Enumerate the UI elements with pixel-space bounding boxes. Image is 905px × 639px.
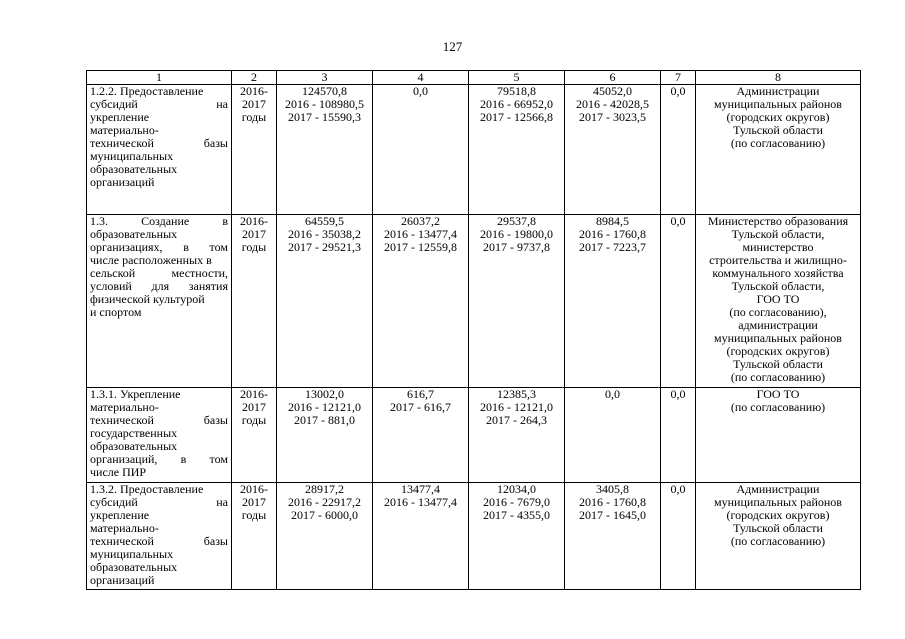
measure-name-cell-line: организаций: [90, 573, 155, 587]
executor-cell-line: муниципальных районов: [714, 495, 842, 509]
period-cell-line: годы: [241, 240, 267, 254]
executor-cell-line: Тульской области: [733, 123, 823, 137]
period-cell-line: 2016-: [240, 387, 268, 401]
executor-cell-line: Тульской области: [733, 357, 823, 371]
measure-name-cell-line: муниципальных: [90, 547, 174, 561]
column-header: 4: [373, 71, 469, 85]
measure-name-cell-line: организаций: [90, 175, 155, 189]
period-cell: [232, 483, 277, 590]
measure-name-cell-line: 1.3.1. Укрепление: [90, 387, 181, 401]
period-cell: [232, 388, 277, 483]
measure-name-cell-line: материально-: [90, 400, 159, 414]
other-sources-cell: [661, 85, 696, 215]
municipal-budget-cell: [565, 215, 661, 388]
measure-name-cell-line: образовательных: [90, 439, 178, 453]
measure-name-cell-line: субсидий на: [90, 97, 228, 111]
measure-name-cell: [87, 215, 232, 388]
total-amount-cell: [277, 483, 373, 590]
executor-cell-line: Администрации: [736, 482, 820, 496]
executor-cell-line: Тульской области: [733, 521, 823, 535]
executor-cell-line: (городских округов): [726, 110, 830, 124]
federal-budget-cell: [373, 215, 469, 388]
column-header: 2: [232, 71, 277, 85]
total-amount-cell-line: 2016 - 35038,2: [288, 227, 361, 241]
executor-cell-line: министерство: [742, 240, 814, 254]
period-cell: [232, 215, 277, 388]
executor-cell: [696, 85, 861, 215]
executor-cell-line: (городских округов): [726, 344, 830, 358]
measure-name-cell-line: 1.3.2. Предоставление: [90, 482, 204, 496]
total-amount-cell: [277, 85, 373, 215]
other-sources-cell: [661, 388, 696, 483]
executor-cell-line: (городских округов): [726, 508, 830, 522]
period-cell-line: 2016-: [240, 214, 268, 228]
measure-name-cell-line: укрепление: [90, 508, 150, 522]
executor-cell: [696, 483, 861, 590]
page-number: 127: [442, 39, 463, 54]
measure-name-cell-line: физической культурой: [90, 292, 205, 306]
executor-cell: [696, 215, 861, 388]
executor-cell-line: (по согласованию): [730, 400, 826, 414]
period-cell-line: годы: [241, 508, 267, 522]
measure-name-cell-line: субсидий на: [90, 495, 228, 509]
regional-budget-cell-line: 12034,0: [497, 482, 536, 496]
measure-name-cell-line: числе ПИР: [90, 465, 147, 479]
regional-budget-cell-line: 2016 - 19800,0: [480, 227, 553, 241]
column-header: 5: [469, 71, 565, 85]
period-cell-line: 2017: [242, 495, 266, 509]
measure-name-cell: [87, 85, 232, 215]
measure-name-cell-line: организациях, в том: [90, 240, 228, 254]
executor-cell-line: (по согласованию): [730, 370, 826, 384]
executor-cell: [696, 388, 861, 483]
measure-name-cell-line: материально-: [90, 521, 159, 535]
column-header: 6: [565, 71, 661, 85]
measure-name-cell-line: организаций, в том: [90, 452, 228, 466]
executor-cell-line: (по согласованию),: [729, 305, 827, 319]
executor-cell-line: ГОО ТО: [756, 387, 800, 401]
regional-budget-cell: [469, 85, 565, 215]
measure-name-cell-line: государственных: [90, 426, 178, 440]
column-header: 3: [277, 71, 373, 85]
total-amount-cell-line: 2017 - 29521,3: [288, 240, 361, 254]
municipal-budget-cell-line: 3405,8: [596, 482, 629, 496]
regional-budget-cell-line: 79518,8: [497, 84, 536, 98]
federal-budget-cell-line: 616,7: [407, 387, 434, 401]
other-sources-cell: [661, 215, 696, 388]
total-amount-cell-line: 2016 - 108980,5: [285, 97, 364, 111]
measure-name-cell-line: технической базы: [90, 136, 228, 150]
other-sources-cell-line: 0,0: [670, 482, 686, 496]
total-amount-cell-line: 124570,8: [302, 84, 347, 98]
executor-cell-line: строительства и жилищно-: [709, 253, 847, 267]
measure-name-cell-line: укрепление: [90, 110, 150, 124]
total-amount-cell-line: 2017 - 6000,0: [291, 508, 358, 522]
column-header: 7: [661, 71, 696, 85]
regional-budget-cell: [469, 215, 565, 388]
column-header: 8: [696, 71, 861, 85]
table-row: [87, 483, 861, 590]
table-row: [87, 388, 861, 483]
regional-budget-cell-line: 2017 - 4355,0: [483, 508, 550, 522]
measure-name-cell-line: условий для занятия: [90, 279, 228, 293]
municipal-budget-cell-line: 2016 - 1760,8: [579, 227, 646, 241]
measure-name-cell-line: образовательных: [90, 560, 178, 574]
total-amount-cell-line: 2016 - 12121,0: [288, 400, 361, 414]
executor-cell-line: администрации: [738, 318, 818, 332]
municipal-budget-cell: [565, 85, 661, 215]
regional-budget-cell: [469, 483, 565, 590]
municipal-budget-cell: [565, 388, 661, 483]
header-row: [87, 71, 861, 85]
municipal-budget-cell: [565, 483, 661, 590]
executor-cell-line: Тульской области,: [731, 279, 825, 293]
period-cell-line: годы: [241, 110, 267, 124]
regional-budget-cell-line: 2017 - 12566,8: [480, 110, 553, 124]
measure-name-cell-line: и спортом: [90, 305, 142, 319]
federal-budget-cell-line: 2016 - 13477,4: [384, 495, 457, 509]
total-amount-cell-line: 2017 - 15590,3: [288, 110, 361, 124]
federal-budget-cell: [373, 85, 469, 215]
measure-name-cell-line: 1.2.2. Предоставление: [90, 84, 204, 98]
measure-name-cell-line: материально-: [90, 123, 159, 137]
measure-name-cell-line: 1.3. Создание в: [90, 214, 228, 228]
executor-cell-line: муниципальных районов: [714, 97, 842, 111]
measure-name-cell-line: сельской местности,: [90, 266, 228, 280]
regional-budget-cell-line: 12385,3: [497, 387, 536, 401]
federal-budget-cell-line: 0,0: [413, 84, 428, 98]
federal-budget-cell: [373, 388, 469, 483]
period-cell: [232, 85, 277, 215]
other-sources-cell-line: 0,0: [670, 387, 686, 401]
other-sources-cell-line: 0,0: [670, 214, 686, 228]
total-amount-cell-line: 2017 - 881,0: [294, 413, 355, 427]
period-cell-line: 2017: [242, 97, 266, 111]
other-sources-cell: [661, 483, 696, 590]
municipal-budget-cell-line: 2017 - 3023,5: [579, 110, 646, 124]
period-cell-line: 2016-: [240, 84, 268, 98]
executor-cell-line: (по согласованию): [730, 534, 826, 548]
measure-name-cell-line: образовательных: [90, 227, 178, 241]
federal-budget-cell-line: 26037,2: [401, 214, 440, 228]
regional-budget-cell-line: 2016 - 66952,0: [480, 97, 553, 111]
federal-budget-cell-line: 2017 - 12559,8: [384, 240, 457, 254]
measure-name-cell-line: технической базы: [90, 534, 228, 548]
total-amount-cell-line: 28917,2: [305, 482, 344, 496]
municipal-budget-cell-line: 8984,5: [596, 214, 629, 228]
executor-cell-line: Тульской области,: [731, 227, 825, 241]
municipal-budget-cell-line: 2016 - 1760,8: [579, 495, 646, 509]
measure-name-cell: [87, 388, 232, 483]
executor-cell-line: Министерство образования: [707, 214, 849, 228]
measure-name-cell-line: технической базы: [90, 413, 228, 427]
federal-budget-cell-line: 2016 - 13477,4: [384, 227, 457, 241]
table-row: [87, 215, 861, 388]
column-header: 1: [87, 71, 232, 85]
regional-budget-cell-line: 2017 - 264,3: [486, 413, 547, 427]
federal-budget-cell-line: 2017 - 616,7: [390, 400, 451, 414]
executor-cell-line: коммунального хозяйства: [712, 266, 844, 280]
regional-budget-cell-line: 29537,8: [497, 214, 536, 228]
regional-budget-cell-line: 2016 - 7679,0: [483, 495, 550, 509]
executor-cell-line: (по согласованию): [730, 136, 826, 150]
measure-name-cell-line: числе расположенных в: [90, 253, 212, 267]
program-table: [86, 70, 861, 590]
executor-cell-line: Администрации: [736, 84, 820, 98]
executor-cell-line: муниципальных районов: [714, 331, 842, 345]
executor-cell-line: ГОО ТО: [756, 292, 800, 306]
table-row: [87, 85, 861, 215]
federal-budget-cell-line: 13477,4: [401, 482, 440, 496]
measure-name-cell: [87, 483, 232, 590]
federal-budget-cell: [373, 483, 469, 590]
measure-name-cell-line: образовательных: [90, 162, 178, 176]
total-amount-cell-line: 64559,5: [305, 214, 344, 228]
municipal-budget-cell-line: 45052,0: [593, 84, 632, 98]
regional-budget-cell: [469, 388, 565, 483]
period-cell-line: 2017: [242, 400, 266, 414]
municipal-budget-cell-line: 2017 - 7223,7: [579, 240, 646, 254]
regional-budget-cell-line: 2017 - 9737,8: [483, 240, 550, 254]
period-cell-line: годы: [241, 413, 267, 427]
municipal-budget-cell-line: 2016 - 42028,5: [576, 97, 649, 111]
period-cell-line: 2016-: [240, 482, 268, 496]
municipal-budget-cell-line: 0,0: [605, 387, 620, 401]
total-amount-cell-line: 2016 - 22917,2: [288, 495, 361, 509]
period-cell-line: 2017: [242, 227, 266, 241]
municipal-budget-cell-line: 2017 - 1645,0: [579, 508, 646, 522]
total-amount-cell: [277, 388, 373, 483]
measure-name-cell-line: муниципальных: [90, 149, 174, 163]
other-sources-cell-line: 0,0: [670, 84, 686, 98]
regional-budget-cell-line: 2016 - 12121,0: [480, 400, 553, 414]
total-amount-cell-line: 13002,0: [305, 387, 344, 401]
total-amount-cell: [277, 215, 373, 388]
